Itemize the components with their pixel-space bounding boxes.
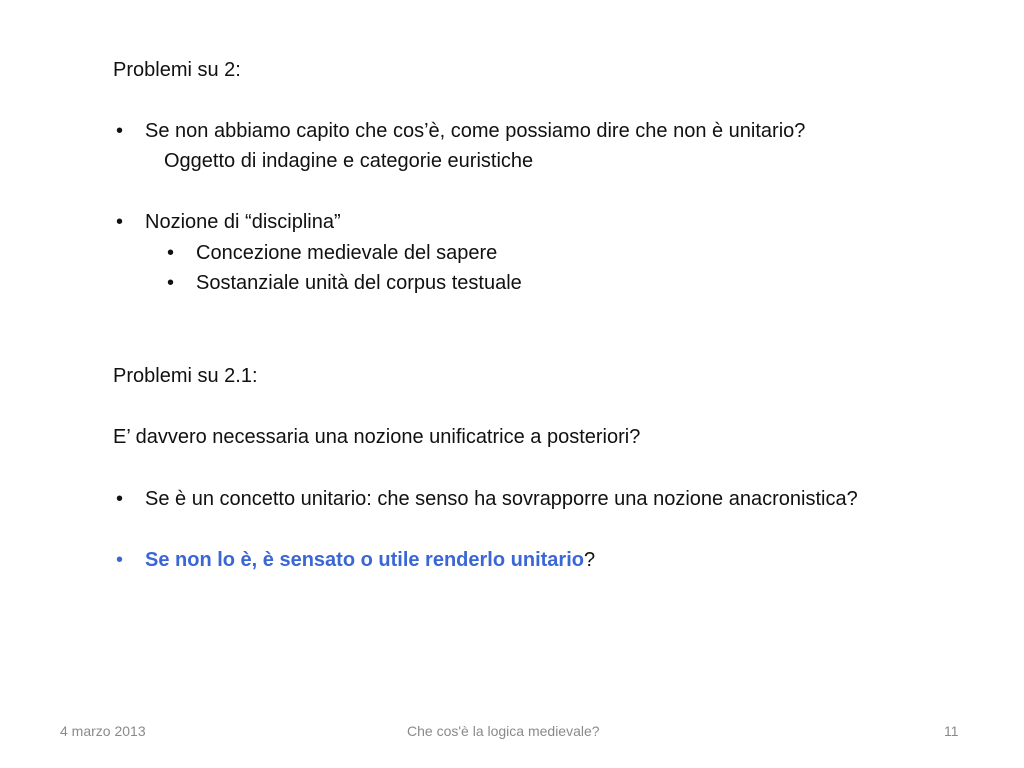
question-text: E’ davvero necessaria una nozione unificatrice a posteriori? <box>113 426 641 448</box>
sub-bullet-item-2: Sostanziale unità del corpus testuale <box>196 272 522 294</box>
footer-title: Che cos'è la logica medievale? <box>407 723 600 739</box>
sub-bullet-marker: • <box>167 272 175 294</box>
bullet-marker: • <box>116 211 124 233</box>
bullet-item-2: Nozione di “disciplina” <box>145 211 341 233</box>
footer-page-number: 11 <box>944 723 959 739</box>
heading-problemi-su-2-1: Problemi su 2.1: <box>113 365 258 387</box>
sub-bullet-marker: • <box>167 242 175 264</box>
bullet-item-3: Se è un concetto unitario: che senso ha sovrapporre una nozione anacronistica? <box>145 488 858 510</box>
bullet-item-4-highlight: Se non lo è, è sensato o utile renderlo unitario <box>145 549 584 571</box>
bullet-item-1: Se non abbiamo capito che cos’è, come possiamo dire che non è unitario? <box>145 120 806 142</box>
bullet-marker: • <box>116 488 124 510</box>
bullet-marker: • <box>116 120 124 142</box>
bullet-item-1-continuation: Oggetto di indagine e categorie euristiche <box>164 150 534 172</box>
bullet-marker-blue: • <box>116 549 124 571</box>
sub-bullet-item-1: Concezione medievale del sapere <box>196 242 498 264</box>
bullet-item-4 <box>145 548 595 572</box>
bullet-item-4-tail: ? <box>583 549 596 571</box>
heading-problemi-su-2: Problemi su 2: <box>113 59 241 81</box>
footer-date: 4 marzo 2013 <box>60 723 146 739</box>
